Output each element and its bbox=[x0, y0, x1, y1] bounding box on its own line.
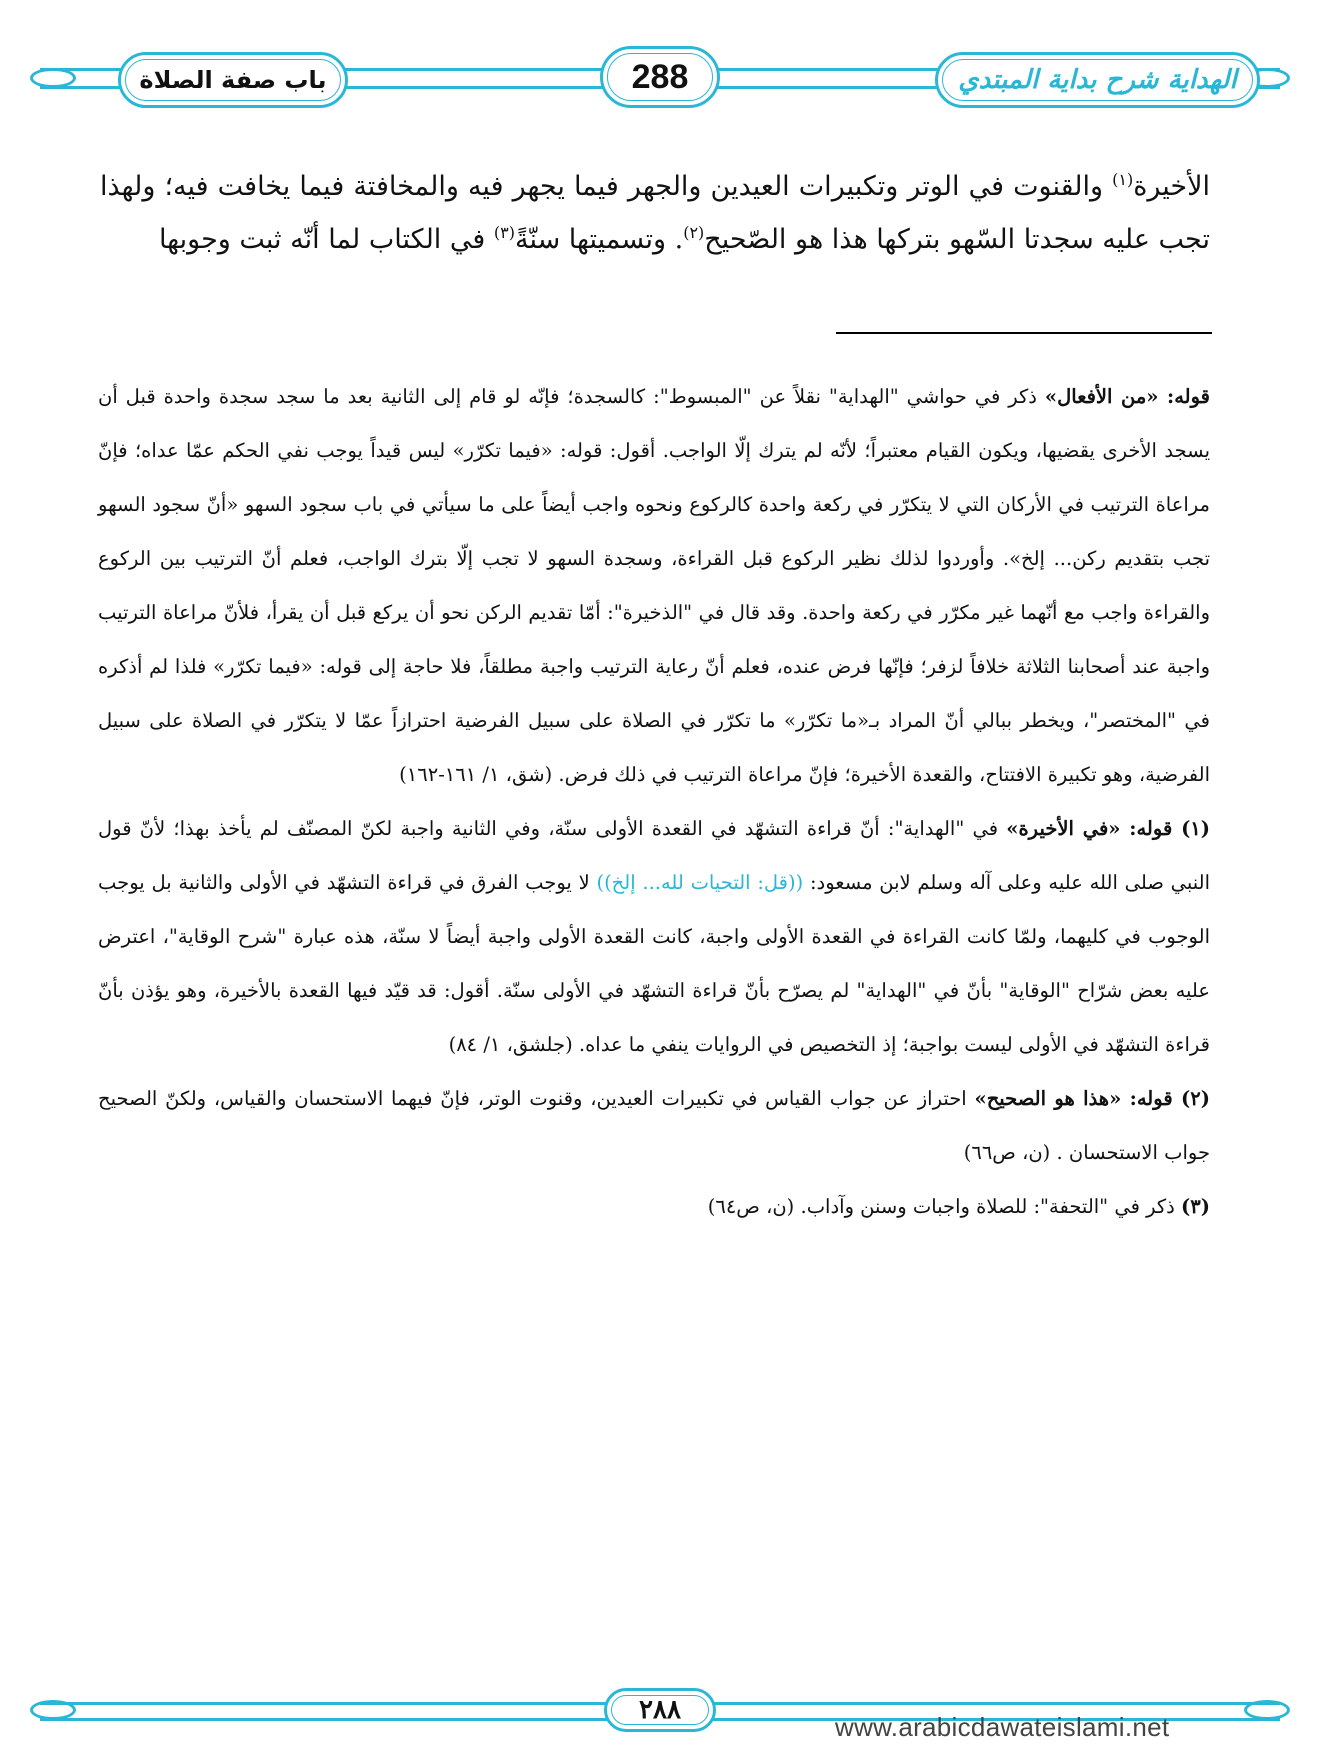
footnote-ref-1[interactable]: (١) bbox=[1112, 170, 1134, 189]
footer-page-badge bbox=[604, 1688, 716, 1732]
footnote-3: (٣) ذكر في "التحفة": للصلاة واجبات وسنن وآداب. (ن، ص٦٤) bbox=[707, 1195, 1210, 1218]
footnote-2: (٢) قوله: «هذا هو الصحيح» احتراز عن جواب القياس في تكبيرات العيدين، وقنوت الوتر، فإنّ فيهما الاستحسان والقياس، ولكنّ الصحيح جواب الاستحسان . (ن، ص٦٦) bbox=[98, 1087, 1210, 1164]
main-paragraph: الأخيرة$^{(١)}$ والقنوت في الوتر وتكبيرات العيدين والجهر فيما يجهر فيه والمخافتة فيما يخافت فيه؛ ولهذا تجب عليه سجدتا السّهو بتركها هذا هو الصّحيح$^{(٢)}$. وتسميتها سنّةً$^{(٣)}$ في الكتاب لما أنّه ثبت وجوبها bbox=[100, 170, 1210, 255]
footer-ornament-left-icon bbox=[30, 1700, 76, 1720]
section-title: باب صفة الصلاة bbox=[139, 66, 327, 94]
footnote-1: (١) قوله: «في الأخيرة» في "الهداية": أنّ قراءة التشهّد في القعدة الأولى سنّة، وفي الثانية واجبة لكنّ المصنّف لم يأخذ بهذا؛ لأنّ قول النبي صلى الله عليه وعلى آله وسلم لابن مسعود: ((قل: التحيات لله... إلخ)) لا يوجب الفرق في قراءة التشهّد في الأولى والثانية بل يوجب الوجوب في كليهما، ولمّا كانت القراءة في القعدة الأولى واجبة، كانت القعدة الأولى واجبة أيضاً لا سنّة، هذه عبارة "شرح الوقاية"، اعترض عليه بعض شرّاح "الوقاية" بأنّ في "الهداية" لم يصرّح بأنّ قراءة التشهّد في الأولى سنّة. أقول: قد قيّد فيها القعدة بالأخيرة، وهو يؤذن بأنّ قراءة التشهّد في الأولى ليست بواجبة؛ إذ التخصيص في الروايات ينفي ما عداه. (جلشق، ١/ ٨٤) bbox=[98, 817, 1211, 1056]
main-text bbox=[100, 160, 1210, 266]
footnotes bbox=[98, 370, 1210, 1234]
section-title-badge bbox=[118, 52, 348, 108]
website-url[interactable]: www.arabicdawateislami.net bbox=[835, 1712, 1170, 1742]
page-number-badge bbox=[600, 46, 720, 108]
book-title-badge bbox=[935, 52, 1260, 108]
book-title: الهداية شرح بداية المبتدي bbox=[958, 65, 1237, 95]
footnote-ref-3[interactable]: (٣) bbox=[493, 223, 515, 242]
footer-ornament-right-icon bbox=[1244, 1700, 1290, 1720]
ornament-left-icon bbox=[30, 68, 76, 88]
hadith-quote: ((قل: التحيات لله... إلخ)) bbox=[596, 871, 804, 894]
footer-page-number: ٢٨٨ bbox=[639, 1695, 681, 1725]
footnote-ref-2[interactable]: (٢) bbox=[683, 223, 705, 242]
commentary-note: قوله: «من الأفعال» ذكر في حواشي "الهداية" نقلاً عن "المبسوط": كالسجدة؛ فإنّه لو قام إلى الثانية بعد ما سجد سجدة واحدة قبل أن يسجد الأخرى يقضيها، ويكون القيام معتبراً؛ لأنّه لم يترك إلّا الواجب. أقول: قوله: «فيما تكرّر» ليس قيداً يوجب نفي الحكم عمّا عداه؛ فإنّ مراعاة الترتيب في الأركان التي لا يتكرّر في ركعة واحدة كالركوع ونحوه واجب أيضاً على ما سيأتي في باب سجود السهو «أنّ سجود السهو تجب بتقديم ركن... إلخ». وأوردوا لذلك نظير الركوع قبل القراءة، وسجدة السهو لا تجب إلّا بترك الواجب، فعلم أنّ الترتيب بين الركوع والقراءة واجب مع أنّهما غير مكرّر في ركعة واحدة. وقد قال في "الذخيرة": أمّا تقديم الركن نحو أن يركع قبل أن يقرأ، فلأنّ مراعاة الترتيب واجبة عند أصحابنا الثلاثة خلافاً لزفر؛ فإنّها فرض عنده، فعلم أنّ رعاية الترتيب واجبة مطلقاً، فلا حاجة إلى قوله: «فيما تكرّر» فلذا لم أذكره في "المختصر"، ويخطر ببالي أنّ المراد بـ«ما تكرّر» ما تكرّر في الصلاة على سبيل الفرضية احترازاً عمّا لا يتكرّر في الصلاة على سبيل الفرضية، وهو تكبيرة الافتتاح، والقعدة الأخيرة؛ فإنّ مراعاة الترتيب في ذلك فرض. (شق، ١/ ١٦١-١٦٢) bbox=[98, 385, 1210, 786]
footnote-separator bbox=[836, 332, 1212, 334]
page-number: 288 bbox=[631, 57, 689, 96]
